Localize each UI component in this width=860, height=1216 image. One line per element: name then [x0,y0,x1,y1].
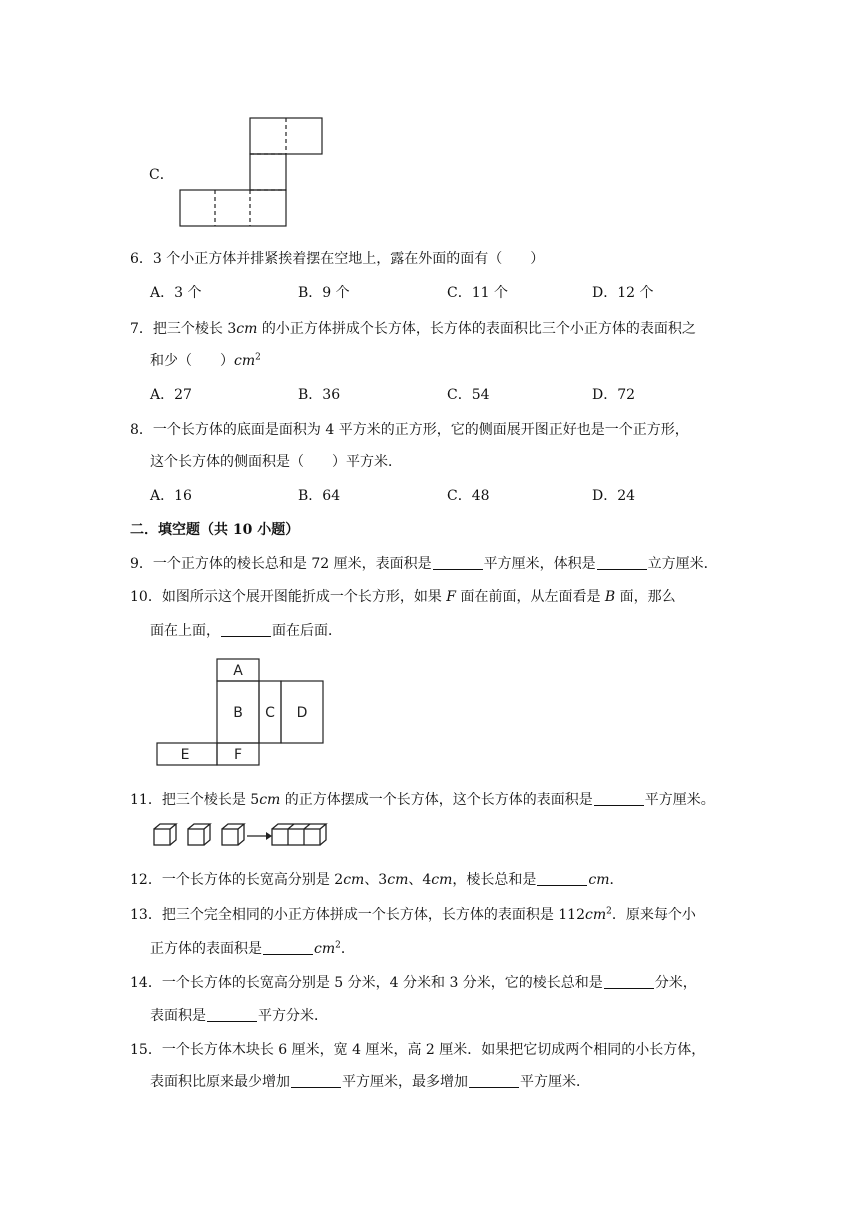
question-text: 3 个小正方体并排紧挨着摆在空地上，露在外面的面有（ ） [152,251,545,267]
question-10-line-2 [150,620,342,640]
question-text: 和少（ ） [150,353,234,369]
option-b[interactable]: B．9 个 [298,285,350,301]
question-number: 10． [130,589,162,605]
question-text: 表面积比原来最少增加 [150,1074,290,1090]
question-text: 面在后面． [272,623,342,639]
question-text: 平方厘米，最多增加 [342,1074,468,1090]
option-a[interactable]: A．16 [150,488,192,504]
question-text: 把三个完全相同的小正方体拼成一个长方体，长方体的表面积是 112 [161,907,585,923]
question-14-line-2 [150,1005,328,1025]
question-text: 正方体的表面积是 [150,941,262,957]
question-text: ，棱长总和是 [452,872,537,888]
option-c[interactable]: C．48 [447,488,490,504]
question-8 [130,419,689,439]
answer-blank[interactable] [537,871,587,886]
question-text: 平方厘米． [520,1074,590,1090]
question-13 [130,904,696,924]
q6-options [150,282,710,302]
q10-cube-net-figure [155,657,327,767]
unit-exponent: 2 [335,940,341,951]
net-label-a: A [233,663,243,679]
question-text: 把三个棱长是 5 [161,792,260,808]
question-number: 11． [130,792,162,808]
unit-cm: cm [588,872,610,888]
question-13-line-2 [150,938,355,958]
question-9 [130,553,718,573]
question-text: 一个正方体的棱长总和是 72 厘米，表面积是 [152,556,432,572]
question-number: 9． [130,556,153,572]
question-text: 平方厘米，体积是 [483,556,596,572]
unit-cm: cm [387,872,409,888]
option-d[interactable]: D．72 [592,387,636,403]
question-text: 平方厘米。 [644,792,715,808]
answer-blank[interactable] [263,940,313,955]
option-b[interactable]: B．64 [298,488,341,504]
option-d[interactable]: D．12 个 [592,285,654,301]
question-text: ． [340,941,355,957]
question-number: 14． [130,975,162,991]
question-text: 立方厘米． [647,556,718,572]
question-number: 15． [130,1042,162,1058]
q11-cubes-figure [152,821,330,849]
question-text: 面在上面， [150,623,220,639]
answer-blank[interactable] [433,555,483,570]
unit-exponent: 2 [255,352,261,363]
option-a[interactable]: A．27 [150,387,192,403]
question-text: 的小正方体拼成个长方体，长方体的表面积比三个小正方体的表面积之 [257,321,696,337]
option-a[interactable]: A．3 个 [150,285,202,301]
question-text: ．原来每个小 [611,907,696,923]
unit-cm: cm [236,321,258,337]
question-text: 的正方体摆成一个长方体，这个长方体的表面积是 [280,792,593,808]
answer-blank[interactable] [594,791,644,806]
answer-blank[interactable] [604,974,654,989]
unit-cm: cm [234,353,256,369]
question-15 [130,1039,705,1059]
question-6 [130,248,544,268]
unit-cm: cm [259,792,281,808]
question-8-line-2: 这个长方体的侧面积是（ ）平方米． [150,454,402,470]
net-label-d: D [296,705,308,721]
unit-cm: cm [431,872,453,888]
question-text: 面在前面，从左面看是 [456,589,605,605]
question-text: 一个长方体的长宽高分别是 5 分米，4 分米和 3 分米，它的棱长总和是 [161,975,603,991]
net-label-f: F [233,747,243,763]
answer-blank[interactable] [221,622,271,637]
question-7 [130,318,696,338]
answer-blank[interactable] [291,1073,341,1088]
question-text: 一个长方体的长宽高分别是 2 [161,872,344,888]
q7-options [150,384,710,404]
answer-blank[interactable] [597,555,647,570]
question-number: 12． [130,872,162,888]
question-text: 如图所示这个展开图能折成一个长方形，如果 [161,589,447,605]
unit-exponent: 2 [606,906,612,917]
question-text: 、3 [364,872,388,888]
net-label-b: B [233,705,243,721]
question-text: 、4 [408,872,432,888]
question-text: 把三个棱长 3 [152,321,237,337]
question-text: 分米， [654,975,697,991]
section-title: 二．填空题（共 10 小题） [130,522,300,538]
question-text: ． [609,872,624,888]
question-14 [130,972,697,992]
q5-option-c-net-figure [178,116,328,230]
question-text: 表面积是 [150,1008,206,1024]
face-label: F [446,589,456,605]
option-c[interactable]: C．11 个 [447,285,508,301]
net-label-c: C [265,705,275,721]
question-text: 一个长方体的底面是面积为 4 平方米的正方形，它的侧面展开图正好也是一个正方形， [152,422,689,438]
net-label-e: E [180,747,190,763]
question-15-line-2 [150,1071,590,1091]
answer-blank[interactable] [207,1007,257,1022]
question-10 [130,586,676,606]
option-d[interactable]: D．24 [592,488,636,504]
option-b[interactable]: B．36 [298,387,341,403]
question-7-line-2 [150,350,261,370]
question-12 [130,869,624,889]
unit-cm: cm [343,872,365,888]
question-number: 13． [130,907,162,923]
option-c[interactable]: C．54 [447,387,490,403]
unit-cm: cm [314,941,336,957]
q5-option-c-label: C． [149,167,174,183]
question-number: 6． [130,251,153,267]
question-text: 面，那么 [615,589,676,605]
q8-options [150,485,710,505]
answer-blank[interactable] [469,1073,519,1088]
question-text: 平方分米． [258,1008,328,1024]
question-number: 7． [130,321,153,337]
face-label: B [604,589,616,605]
question-text: 一个长方体木块长 6 厘米，宽 4 厘米，高 2 厘米．如果把它切成两个相同的小长方体， [161,1042,706,1058]
unit-cm: cm [585,907,607,923]
question-11 [130,789,715,809]
question-number: 8． [130,422,153,438]
